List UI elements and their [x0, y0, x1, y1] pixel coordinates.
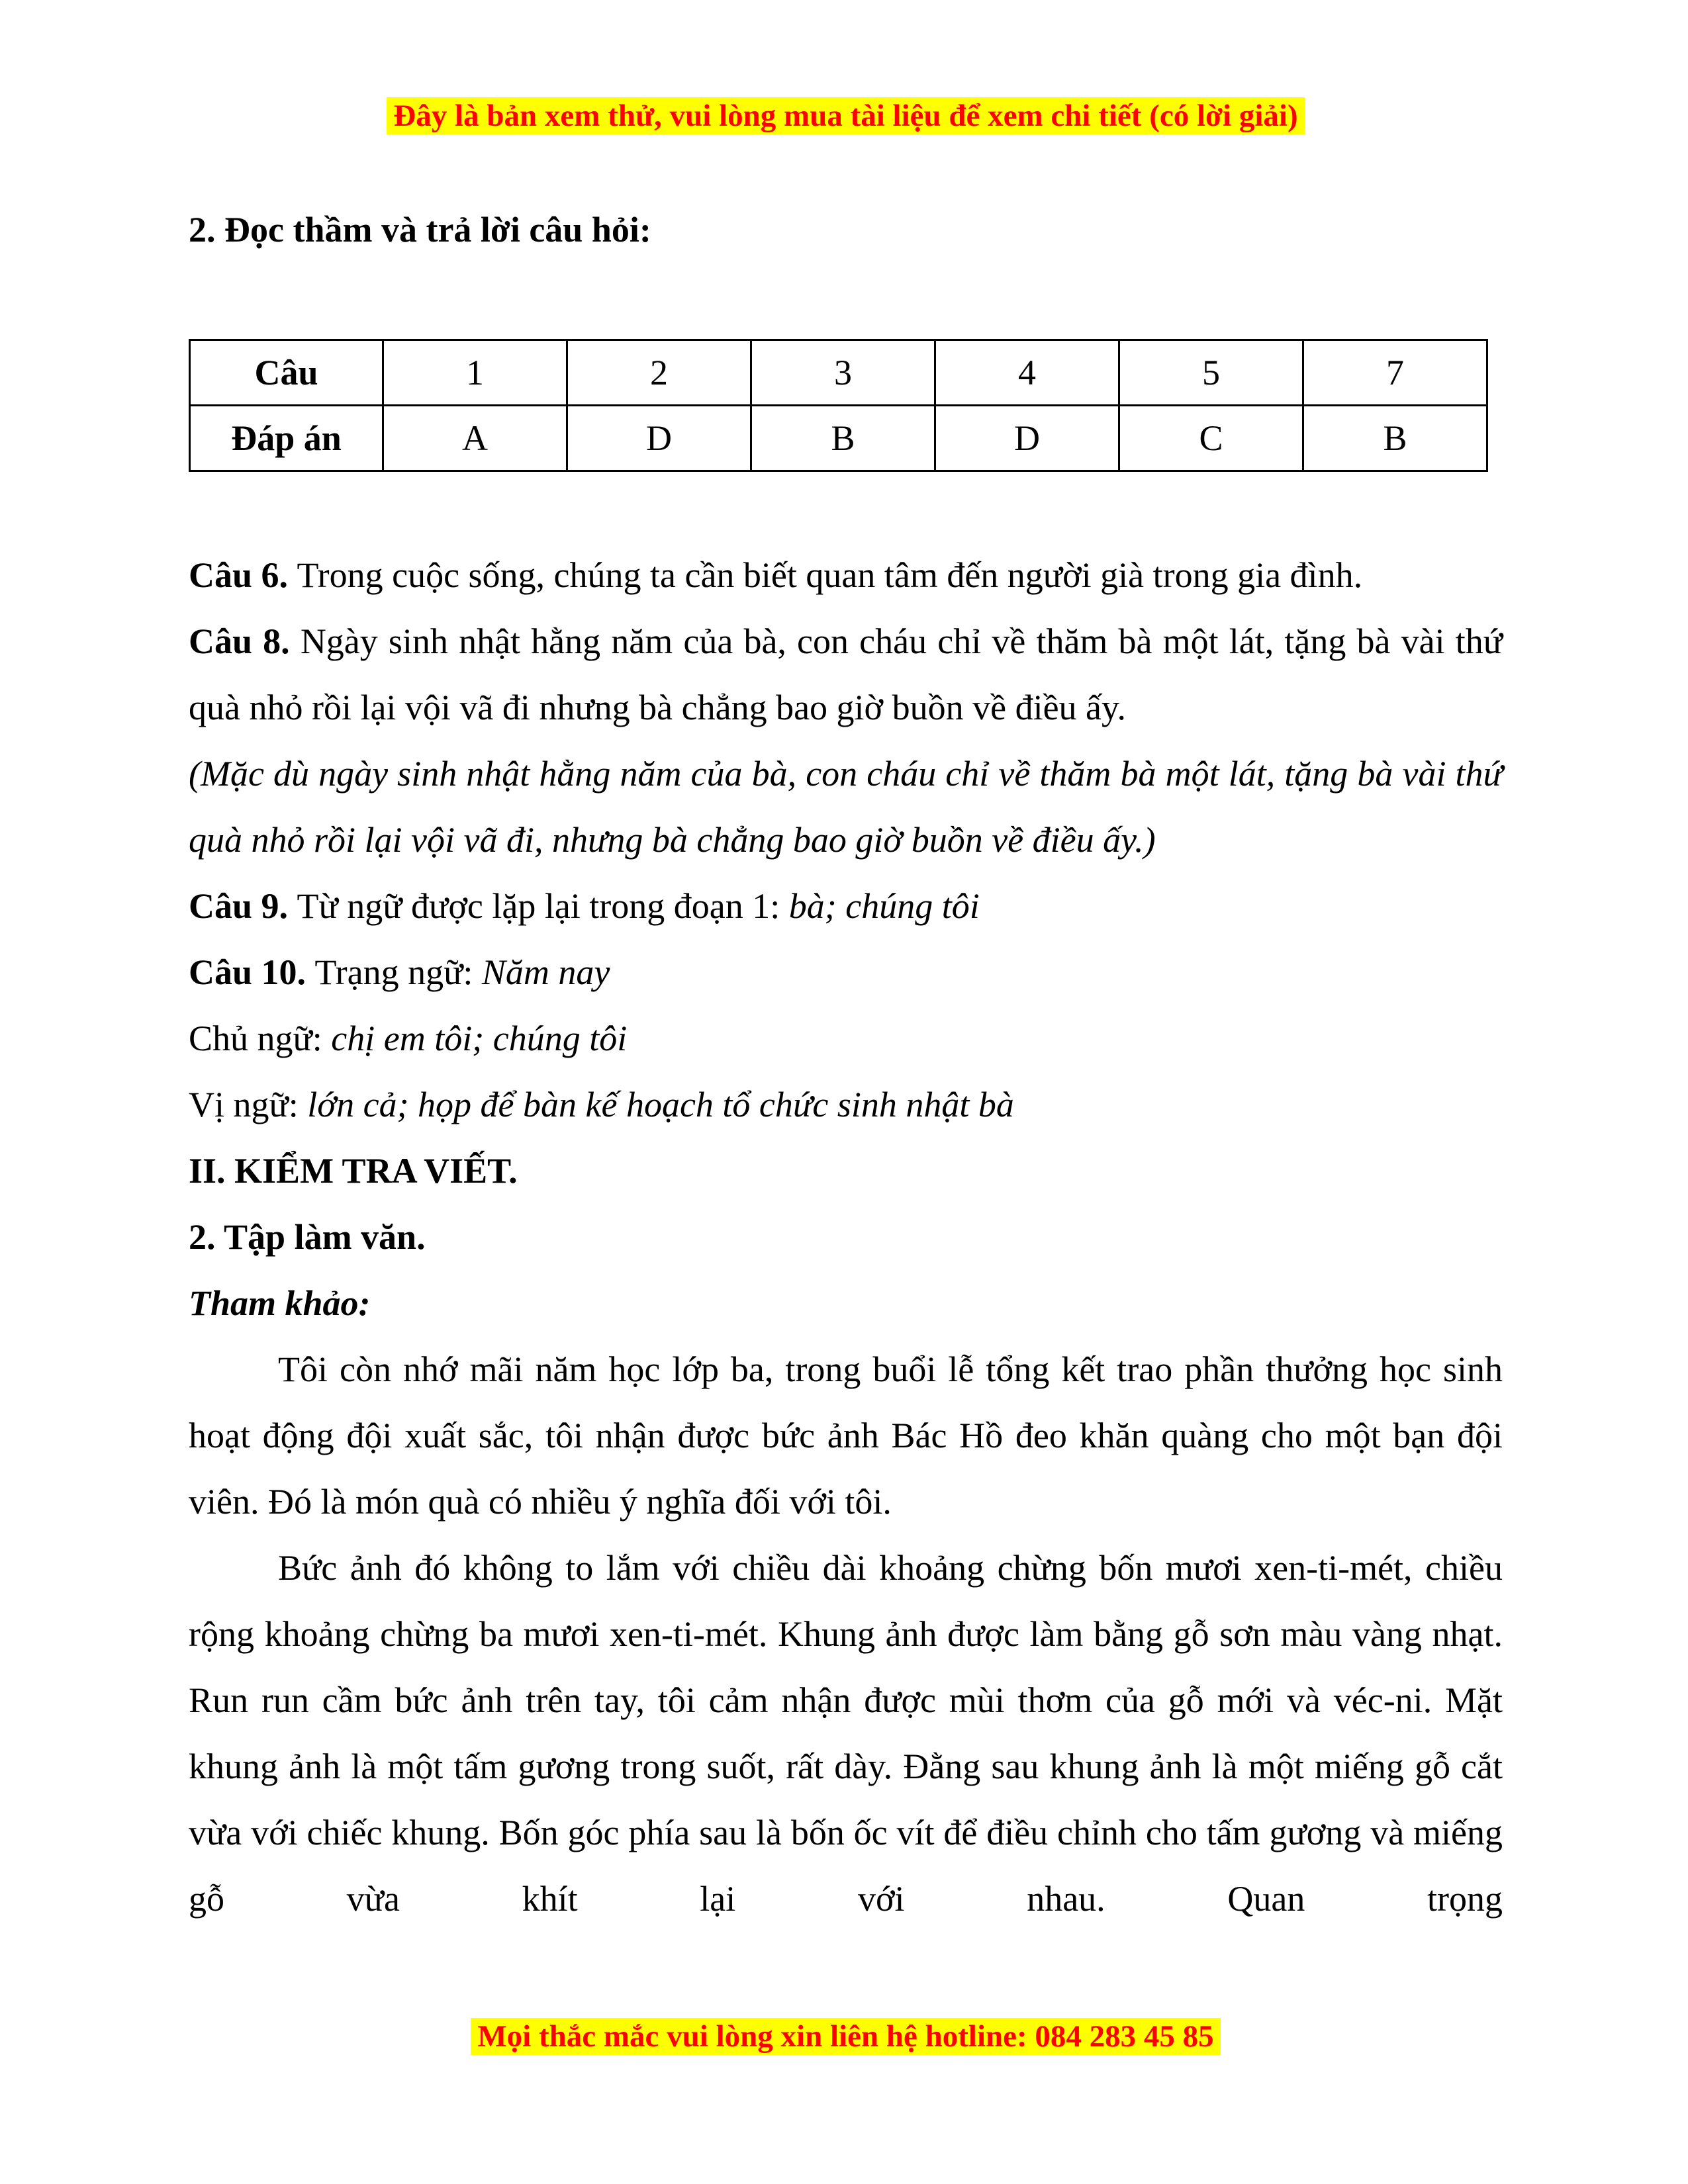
vi-ngu-label: Vị ngữ: — [189, 1085, 308, 1124]
answer-letter-cell: A — [383, 406, 567, 471]
writing-section-heading: II. KIỂM TRA VIẾT. — [189, 1151, 518, 1191]
answer-cau10 — [189, 939, 1503, 1005]
chu-ngu-label: Chủ ngữ: — [189, 1019, 332, 1058]
answer-letter-cell: C — [1119, 406, 1303, 471]
question-row-label: Câu — [190, 340, 383, 406]
answer-letter-cell: D — [935, 406, 1119, 471]
essay-paragraph-1: Tôi còn nhớ mãi năm học lớp ba, trong buổi lễ tổng kết trao phần thưởng học sinh hoạt động đội xuất sắc, tôi nhận được bức ảnh Bác Hồ đeo khăn quàng cho một bạn đội viên. Đó là món quà có nhiều ý nghĩa đối với tôi. — [189, 1349, 1503, 1522]
answer-cau8-note: (Mặc dù ngày sinh nhật hằng năm của bà, con cháu chỉ về thăm bà một lát, tặng bà vài thứ quà nhỏ rồi lại vội vã đi, nhưng bà chẳng bao giờ buồn về điều ấy.) — [189, 754, 1503, 860]
answer-chu-ngu — [189, 1005, 1503, 1071]
answer-letter-cell: B — [751, 406, 935, 471]
document-body — [189, 542, 1503, 1932]
answer-cau9-text: Từ ngữ được lặp lại trong đoạn 1: — [297, 886, 789, 926]
table-row-questions — [190, 340, 1487, 406]
answer-cau8 — [189, 608, 1503, 741]
reference-label: Tham khảo: — [189, 1283, 371, 1323]
question-number-cell: 5 — [1119, 340, 1303, 406]
answer-key-table — [189, 339, 1488, 472]
answer-cau6 — [189, 542, 1503, 608]
essay-paragraph-2: Bức ảnh đó không to lắm với chiều dài khoảng chừng bốn mươi xen-ti-mét, chiều rộng khoảng chừng ba mươi xen-ti-mét. Khung ảnh được làm bằng gỗ sơn màu vàng nhạt. Run run cầm bức ảnh trên tay, tôi cảm nhận được mùi thơm của gỗ mới và véc-ni. Mặt khung ảnh là một tấm gương trong suốt, rất dày. Đằng sau khung ảnh là một miếng gỗ cắt vừa với chiếc khung. Bốn góc phía sau là bốn ốc vít để điều chỉnh cho tấm gương và miếng gỗ vừa khít lại với nhau. Quan trọng — [189, 1548, 1503, 1919]
question-number-cell: 1 — [383, 340, 567, 406]
answer-vi-ngu — [189, 1071, 1503, 1138]
answer-letter-cell: D — [567, 406, 751, 471]
hotline-notice-banner — [189, 2015, 1503, 2058]
vi-ngu-keywords: lớn cả; họp để bàn kế hoạch tổ chức sinh nhật bà — [307, 1085, 1014, 1124]
reading-section-heading: 2. Đọc thầm và trả lời câu hỏi: — [189, 210, 651, 250]
hotline-notice-text: Mọi thắc mắc vui lòng xin liên hệ hotline: 084 283 45 85 — [471, 2018, 1220, 2055]
answer-cau8-text: Ngày sinh nhật hằng năm của bà, con cháu chỉ về thăm bà một lát, tặng bà vài thứ quà nhỏ rồi lại vội vã đi nhưng bà chẳng bao giờ buồn về điều ấy. — [189, 621, 1503, 727]
answer-cau9-keywords: bà; chúng tôi — [788, 886, 980, 926]
answer-row-label: Đáp án — [190, 406, 383, 471]
answer-cau9-label: Câu 9. — [189, 886, 297, 926]
answer-cau10-keywords: Năm nay — [481, 952, 610, 992]
question-number-cell: 3 — [751, 340, 935, 406]
question-number-cell: 2 — [567, 340, 751, 406]
question-number-cell: 4 — [935, 340, 1119, 406]
answer-cau10-text: Trạng ngữ: — [314, 952, 482, 992]
preview-notice-text: Đây là bản xem thử, vui lòng mua tài liệu để xem chi tiết (có lời giải) — [387, 97, 1304, 134]
answer-cau10-label: Câu 10. — [189, 952, 315, 992]
answer-letter-cell: B — [1303, 406, 1487, 471]
answer-cau9 — [189, 873, 1503, 939]
writing-subheading: 2. Tập làm văn. — [189, 1217, 426, 1257]
table-row-answers — [190, 406, 1487, 471]
answer-cau8-label: Câu 8. — [189, 621, 301, 661]
preview-notice-banner — [189, 95, 1503, 137]
answer-cau6-text: Trong cuộc sống, chúng ta cần biết quan tâm đến người già trong gia đình. — [297, 555, 1363, 595]
question-number-cell: 7 — [1303, 340, 1487, 406]
chu-ngu-keywords: chị em tôi; chúng tôi — [331, 1019, 628, 1058]
answer-cau6-label: Câu 6. — [189, 555, 297, 595]
